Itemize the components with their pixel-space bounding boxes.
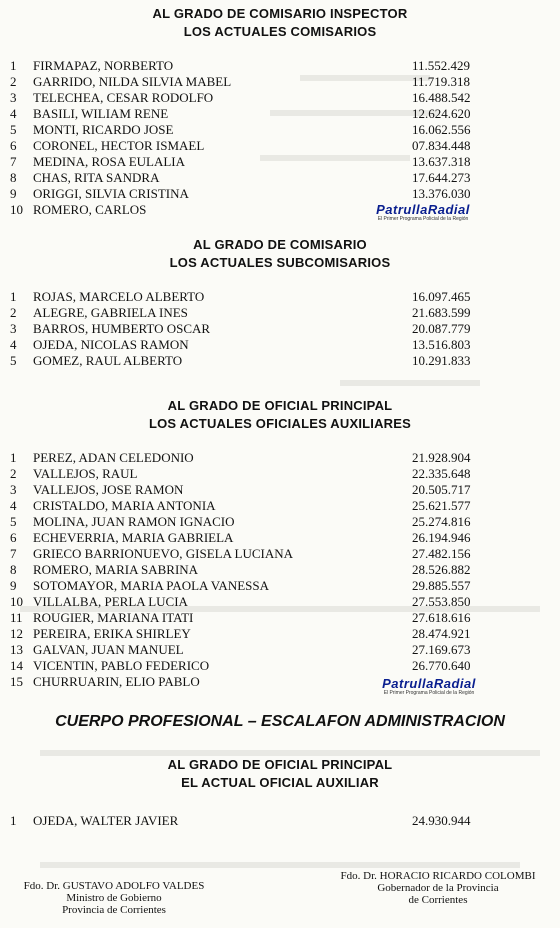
entry-number: 9 [10, 186, 17, 201]
entry-number: 15 [10, 674, 23, 689]
entry-name: CHAS, RITA SANDRA [33, 170, 160, 185]
entry-name: VALLEJOS, JOSE RAMON [33, 482, 184, 497]
entry-number: 7 [10, 546, 17, 561]
entry-name: OJEDA, WALTER JAVIER [33, 813, 179, 828]
entry-number: 10 [10, 202, 23, 217]
list-item [0, 578, 560, 594]
section4-heading2: EL ACTUAL OFICIAL AUXILIAR [181, 775, 379, 790]
entry-name: ROMERO, CARLOS [33, 202, 147, 217]
section3-list [0, 450, 560, 690]
entry-number: 10 [10, 594, 23, 609]
entry-number: 1 [10, 813, 17, 828]
bleed-through-mark [40, 862, 520, 868]
list-item [0, 642, 560, 658]
entry-name: FIRMAPAZ, NORBERTO [33, 58, 174, 73]
patrulla-radial-logo [338, 203, 508, 222]
signature-left-line3: Provincia de Corrientes [62, 904, 166, 916]
signature-right-line1: Fdo. Dr. HORACIO RICARDO COLOMBI [340, 870, 536, 882]
entry-name: CRISTALDO, MARIA ANTONIA [33, 498, 216, 513]
entry-name: ECHEVERRIA, MARIA GABRIELA [33, 530, 234, 545]
entry-name: CHURRUARIN, ELIO PABLO [33, 674, 200, 689]
patrulla-radial-logo [344, 677, 514, 696]
list-item [0, 106, 560, 122]
entry-name: SOTOMAYOR, MARIA PAOLA VANESSA [33, 578, 269, 593]
signature-right [320, 870, 556, 906]
section4-heading1: AL GRADO DE OFICIAL PRINCIPAL [167, 757, 393, 772]
section2-heading1: AL GRADO DE COMISARIO [193, 237, 367, 252]
entry-number: 6 [10, 138, 17, 153]
entry-number: 2 [10, 305, 17, 320]
entry-document-number: 16.488.542 [412, 90, 471, 105]
entry-document-number: 07.834.448 [412, 138, 471, 153]
list-item [0, 530, 560, 546]
section1-heading2: LOS ACTUALES COMISARIOS [183, 24, 377, 39]
section3-heading1: AL GRADO DE OFICIAL PRINCIPAL [167, 398, 393, 413]
entry-document-number: 13.637.318 [412, 154, 471, 169]
entry-number: 12 [10, 626, 23, 641]
entry-name: MOLINA, JUAN RAMON IGNACIO [33, 514, 235, 529]
entry-name: MONTI, RICARDO JOSE [33, 122, 174, 137]
entry-name: BARROS, HUMBERTO OSCAR [33, 321, 211, 336]
entry-document-number: 28.526.882 [412, 562, 471, 577]
list-item [0, 122, 560, 138]
entry-document-number: 16.062.556 [412, 122, 471, 137]
entry-number: 1 [10, 58, 17, 73]
entry-document-number: 26.194.946 [412, 530, 471, 545]
list-item [0, 562, 560, 578]
entry-document-number: 13.376.030 [412, 186, 471, 201]
list-item [0, 466, 560, 482]
list-item [0, 498, 560, 514]
list-item [0, 658, 560, 674]
entry-document-number: 24.930.944 [412, 813, 471, 828]
signature-left [4, 880, 224, 916]
entry-number: 4 [10, 498, 17, 513]
entry-name: CORONEL, HECTOR ISMAEL [33, 138, 205, 153]
entry-document-number: 25.621.577 [412, 498, 471, 513]
list-item [0, 289, 560, 305]
entry-document-number: 29.885.557 [412, 578, 471, 593]
entry-number: 5 [10, 353, 17, 368]
entry-name: GRIECO BARRIONUEVO, GISELA LUCIANA [33, 546, 293, 561]
list-item [0, 594, 560, 610]
entry-number: 2 [10, 74, 17, 89]
entry-number: 7 [10, 154, 17, 169]
list-item [0, 305, 560, 321]
entry-number: 1 [10, 289, 17, 304]
list-item [0, 90, 560, 106]
list-item [0, 154, 560, 170]
entry-number: 5 [10, 514, 17, 529]
section2-list [0, 289, 560, 369]
cuerpo-profesional-heading: CUERPO PROFESIONAL – ESCALAFON ADMINISTRACION [55, 713, 505, 730]
entry-document-number: 27.618.616 [412, 610, 471, 625]
list-item [0, 610, 560, 626]
list-item [0, 450, 560, 466]
entry-document-number: 17.644.273 [412, 170, 471, 185]
bleed-through-mark [340, 380, 480, 386]
entry-name: ROUGIER, MARIANA ITATI [33, 610, 194, 625]
logo-name: PatrullaRadial [376, 202, 470, 217]
entry-name: OJEDA, NICOLAS RAMON [33, 337, 189, 352]
signature-right-line2: Gobernador de la Provincia [377, 882, 499, 894]
entry-number: 2 [10, 466, 17, 481]
list-item [0, 514, 560, 530]
entry-document-number: 11.552.429 [412, 58, 471, 73]
list-item [0, 353, 560, 369]
entry-document-number: 26.770.640 [412, 658, 471, 673]
entry-number: 8 [10, 170, 17, 185]
entry-number: 8 [10, 562, 17, 577]
entry-document-number: 21.928.904 [412, 450, 471, 465]
entry-number: 3 [10, 321, 17, 336]
section4-list [0, 813, 560, 829]
list-item [0, 813, 560, 829]
entry-document-number: 10.291.833 [412, 353, 471, 368]
entry-name: MEDINA, ROSA EULALIA [33, 154, 186, 169]
entry-name: PEREIRA, ERIKA SHIRLEY [33, 626, 191, 641]
signature-right-line3: de Corrientes [408, 894, 468, 906]
entry-name: BASILI, WILIAM RENE [33, 106, 169, 121]
entry-document-number: 28.474.921 [412, 626, 471, 641]
list-item [0, 321, 560, 337]
list-item [0, 138, 560, 154]
entry-document-number: 20.505.717 [412, 482, 471, 497]
entry-document-number: 20.087.779 [412, 321, 471, 336]
entry-name: ROJAS, MARCELO ALBERTO [33, 289, 205, 304]
section3-heading2: LOS ACTUALES OFICIALES AUXILIARES [148, 416, 412, 431]
entry-name: PEREZ, ADAN CELEDONIO [33, 450, 194, 465]
entry-name: ORIGGI, SILVIA CRISTINA [33, 186, 189, 201]
entry-document-number: 12.624.620 [412, 106, 471, 121]
logo-tagline: El Primer Programa Policial de la Región [383, 690, 475, 696]
entry-number: 3 [10, 482, 17, 497]
entry-number: 11 [10, 610, 23, 625]
section2-heading2: LOS ACTUALES SUBCOMISARIOS [169, 255, 391, 270]
entry-number: 4 [10, 106, 17, 121]
list-item [0, 626, 560, 642]
entry-number: 14 [10, 658, 23, 673]
entry-name: VICENTIN, PABLO FEDERICO [33, 658, 210, 673]
entry-number: 5 [10, 122, 17, 137]
list-item [0, 482, 560, 498]
entry-name: ROMERO, MARIA SABRINA [33, 562, 199, 577]
entry-name: GALVAN, JUAN MANUEL [33, 642, 184, 657]
entry-number: 6 [10, 530, 17, 545]
entry-number: 1 [10, 450, 17, 465]
entry-number: 9 [10, 578, 17, 593]
signature-left-line2: Ministro de Gobierno [66, 892, 162, 904]
entry-document-number: 27.553.850 [412, 594, 471, 609]
entry-document-number: 25.274.816 [412, 514, 471, 529]
list-item [0, 186, 560, 202]
entry-document-number: 27.482.156 [412, 546, 471, 561]
entry-name: VILLALBA, PERLA LUCIA [33, 594, 188, 609]
logo-name: PatrullaRadial [382, 676, 476, 691]
list-item [0, 74, 560, 90]
logo-tagline: El Primer Programa Policial de la Región [377, 216, 469, 222]
entry-name: VALLEJOS, RAUL [33, 466, 138, 481]
entry-document-number: 21.683.599 [412, 305, 471, 320]
entry-name: GARRIDO, NILDA SILVIA MABEL [33, 74, 232, 89]
entry-name: GOMEZ, RAUL ALBERTO [33, 353, 183, 368]
signature-left-line1: Fdo. Dr. GUSTAVO ADOLFO VALDES [23, 880, 205, 892]
entry-number: 13 [10, 642, 23, 657]
list-item [0, 58, 560, 74]
entry-document-number: 27.169.673 [412, 642, 471, 657]
list-item [0, 170, 560, 186]
bleed-through-mark [40, 750, 540, 756]
entry-document-number: 16.097.465 [412, 289, 471, 304]
section1-list [0, 58, 560, 218]
section1-heading1: AL GRADO DE COMISARIO INSPECTOR [152, 6, 408, 21]
entry-document-number: 22.335.648 [412, 466, 471, 481]
entry-document-number: 11.719.318 [412, 74, 471, 89]
list-item [0, 546, 560, 562]
entry-document-number: 13.516.803 [412, 337, 471, 352]
entry-number: 3 [10, 90, 17, 105]
entry-number: 4 [10, 337, 17, 352]
entry-name: ALEGRE, GABRIELA INES [33, 305, 188, 320]
list-item [0, 337, 560, 353]
entry-name: TELECHEA, CESAR RODOLFO [33, 90, 214, 105]
